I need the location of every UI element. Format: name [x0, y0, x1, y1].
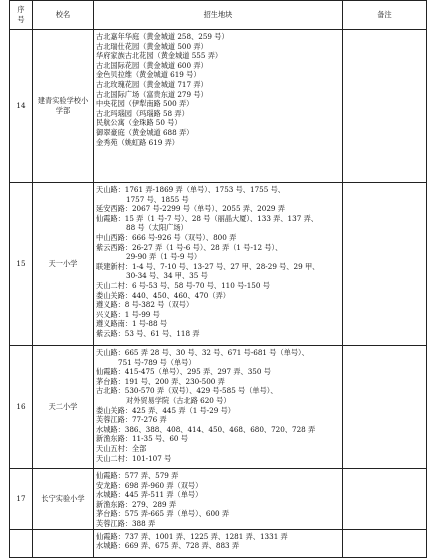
area-line: 仙霞路：737 弄、1001 弄、1225 弄、1281 弄、1331 弄	[96, 531, 288, 541]
row-school	[33, 529, 94, 557]
table-row	[10, 469, 427, 530]
area-line: 水城路：445 弄-511 弄（单号）	[96, 490, 203, 500]
area-line: 天山五村：全部	[96, 443, 147, 453]
area-line: 古北国际花园（黄金城道 600 弄）	[96, 60, 208, 70]
area-line: 水城路：669 弄、675 弄、728 弄、883 弄	[96, 541, 240, 551]
area-line: 紫云路：53 号、61 号、118 弄	[96, 328, 200, 338]
area-line: 天山二村：6 号-53 号、58 号-70 号、110 号-150 号	[96, 280, 270, 290]
area-line: 中山西路：666 号-926 号（双号）、800 弄	[96, 232, 237, 242]
row-number	[10, 529, 33, 557]
area-line: 天山路：665 弄 28 号、30 号、32 号、671 号-681 号（单号）、	[96, 348, 309, 357]
row-note	[343, 183, 427, 346]
area-line: 联建新村：1-4 号、7-10 号、13-27 号、27 甲、28-29 号、29 甲、	[96, 261, 320, 271]
area-line: 751 号-789 号（单号）	[118, 357, 196, 367]
area-line: 御翠豪庭（黄金城道 688 弄）	[96, 127, 194, 137]
row-note	[343, 469, 427, 530]
area-line: 民航公寓（金珠路 50 号）	[96, 118, 182, 128]
area-line: 1757 号、1855 号	[126, 194, 189, 204]
area-line: 中央花园（伊犁南路 500 弄）	[96, 99, 194, 109]
table-header-row	[10, 1, 427, 30]
area-line: 仙霞路：577 弄、579 弄	[96, 471, 179, 480]
area-line: 仙霞路：415-475（单号）、295 弄、297 弄、350 号	[96, 367, 271, 377]
row-school: 建青实验学校小学部	[33, 30, 94, 183]
area-line: 天山路：1761 弄-1869 弄（单号）、1753 号、1755 号、	[96, 185, 285, 194]
row-school: 天二小学	[33, 346, 94, 469]
enrollment-table	[9, 0, 427, 558]
area-line: 仙霞路：15 弄（1 号-7 号）、28 号（丽晶大厦）、133 弄、137 弄、	[96, 213, 318, 223]
area-line: 娄山关路：440、450、460、470（弄）	[96, 290, 230, 300]
area-line: 华府家族古北花园（黄金城道 555 弄）	[96, 51, 223, 61]
row-number: 15	[10, 183, 33, 346]
row-area	[94, 529, 343, 557]
area-line: 芙蓉江路：388 弄	[96, 518, 156, 528]
area-line: 古北国际广场（富贵东道 279 号）	[96, 89, 208, 99]
area-line: 遵义路南：1 号-88 号	[96, 319, 168, 329]
area-line: 水城路：386、388、408、414、450、468、680、720、728 弄	[96, 424, 316, 434]
area-line: 兴义路：1 号-99 号	[96, 309, 160, 319]
area-line: 天山二村：101-107 号	[96, 453, 172, 463]
header-number-line2: 号	[17, 15, 25, 24]
area-line: 娄山关路：425 弄、445 弄（1 号-29 号）	[96, 405, 235, 415]
area-line: 古北玫瑰花园（黄金城道 717 弄）	[96, 79, 208, 89]
header-number	[10, 1, 33, 30]
row-area	[94, 469, 343, 530]
header-note: 备注	[343, 1, 427, 30]
row-area	[94, 183, 343, 346]
table-row	[10, 529, 427, 557]
row-school: 天一小学	[33, 183, 94, 346]
row-number: 17	[10, 469, 33, 530]
table-row	[10, 30, 427, 183]
area-line: 茅台路：191 号、200 弄、230-500 弄	[96, 376, 225, 386]
row-school: 长宁实验小学	[33, 469, 94, 530]
area-line: 29-90 弄（1 号-9 号）	[126, 252, 202, 262]
row-area	[94, 346, 343, 469]
area-line: 茅台路：575 弄-665 弄（单号）、600 弄	[96, 509, 230, 519]
area-line: 安龙路：698 弄-960 弄（双号）	[96, 480, 203, 490]
area-line: 30-34 号、34 甲、35 号	[126, 271, 208, 281]
area-line: 古北玛瑙园（玛瑙路 58 弄）	[96, 108, 189, 118]
area-line: 新渔东路：279、289 弄	[96, 499, 177, 509]
area-line: 紫云西路：26-27 弄（1 号-6 号）、28 弄（1 号-12 号）、	[96, 242, 283, 252]
header-number-line1: 序	[17, 5, 25, 14]
row-number: 16	[10, 346, 33, 469]
area-line: 对外贸易学院（古北路 620 号）	[126, 395, 231, 405]
row-note	[343, 346, 427, 469]
area-line: 88 号（太阳广场）	[126, 223, 188, 233]
area-line: 延安西路：2067 号-2299 号（单号）、2055 弄、2029 弄	[96, 204, 285, 214]
area-line: 金秀苑（姚虹路 619 弄）	[96, 137, 179, 147]
table-row	[10, 346, 427, 469]
area-line: 古北路：530-570 弄（双号）、429 号-585 号（单号）、	[96, 386, 278, 396]
header-area: 招生地块	[94, 1, 343, 30]
area-line: 新渔东路：11-35 号、60 号	[96, 434, 188, 444]
row-number: 14	[10, 30, 33, 183]
area-line: 古北嘉年华庭（黄金城道 258、259 号）	[96, 32, 229, 41]
row-note	[343, 529, 427, 557]
row-area	[94, 30, 343, 183]
area-line: 金色贝拉维（黄金城道 619 号）	[96, 70, 201, 80]
header-school: 校名	[33, 1, 94, 30]
area-line: 芙蓉江路：77-276 弄	[96, 415, 167, 425]
row-note	[343, 30, 427, 183]
table-row	[10, 183, 427, 346]
area-line: 古北瑞仕花园（黄金城道 500 弄）	[96, 41, 208, 51]
area-line: 遵义路：8 号-382 号（双号）	[96, 300, 194, 310]
